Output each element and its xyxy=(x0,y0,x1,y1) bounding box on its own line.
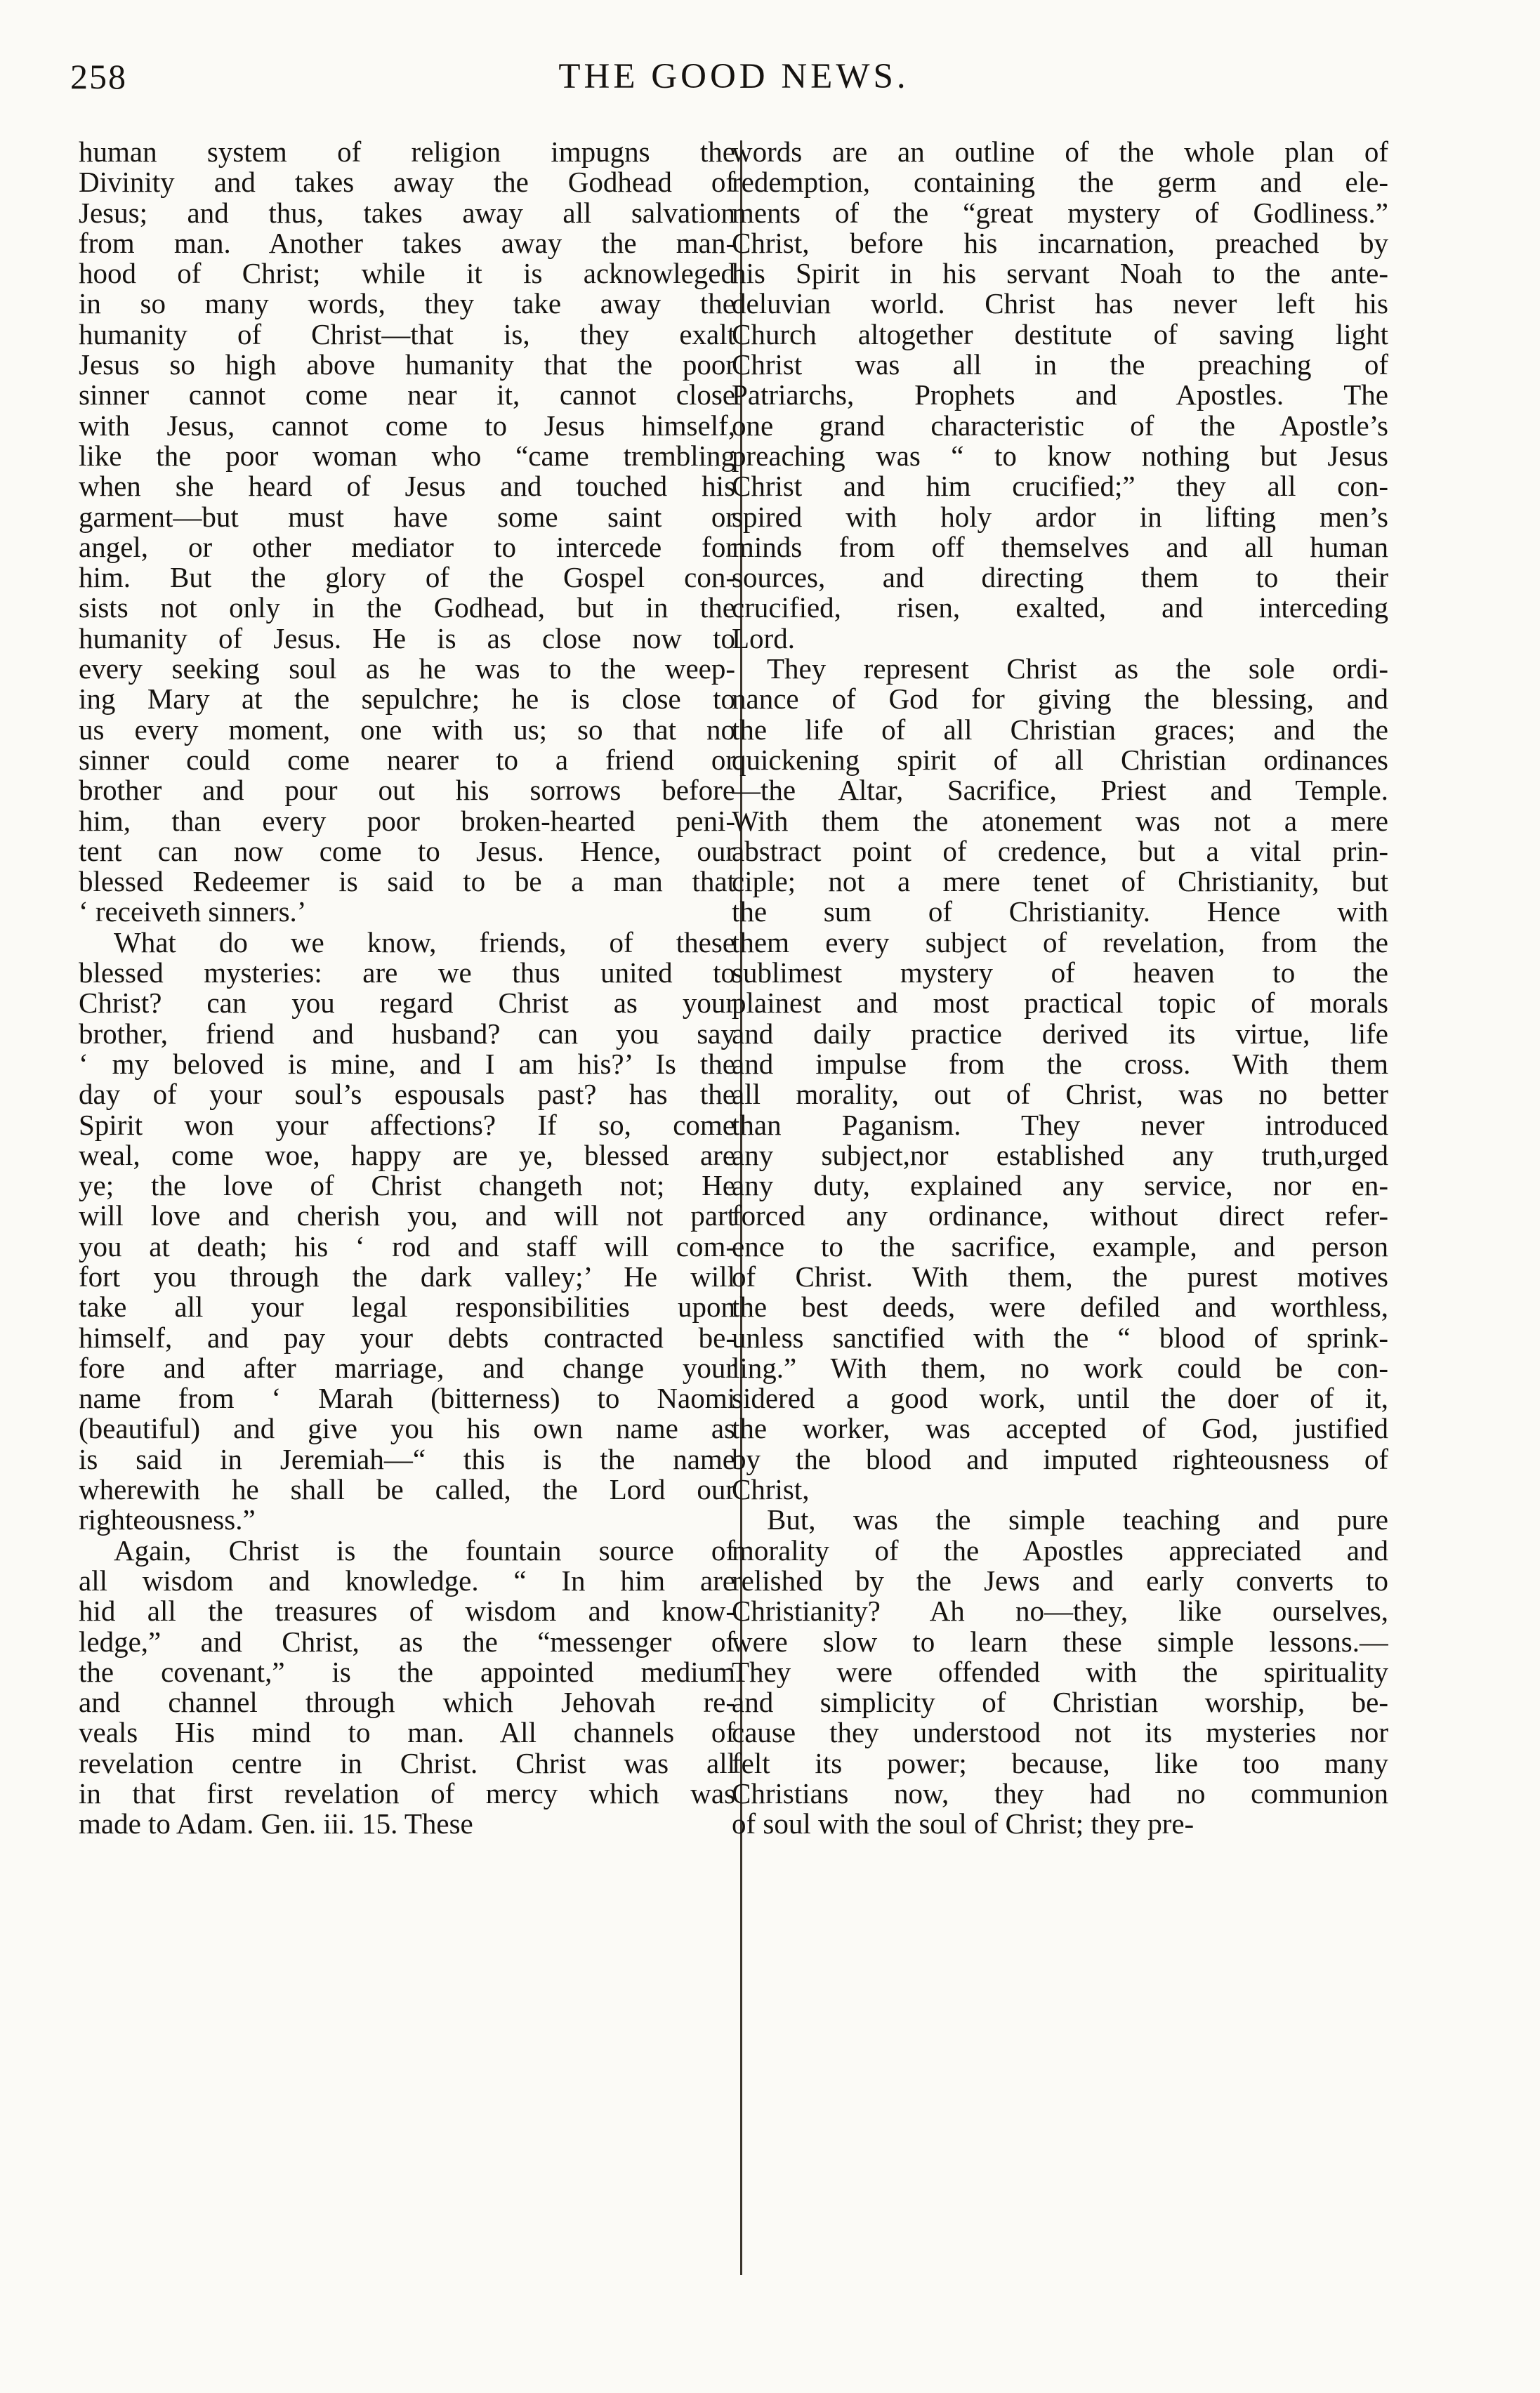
text-line: Patriarchs, Prophets and Apostles. The xyxy=(732,378,1388,411)
text-line: words are an outline of the whole plan of xyxy=(732,138,1388,168)
text-line: —the Altar, Sacrifice, Priest and Temple. xyxy=(732,774,1388,807)
text-line: Christ and him crucified;” they all con- xyxy=(732,470,1388,503)
text-line: any duty, explained any service, nor en- xyxy=(732,1169,1388,1202)
text-line: the life of all Christian graces; and the xyxy=(732,713,1388,746)
text-line: the worker, was accepted of God, justified xyxy=(732,1412,1388,1445)
text-line: us every moment, one with us; so that no xyxy=(79,713,735,746)
text-line: by the blood and imputed righteousness of xyxy=(732,1442,1388,1475)
text-line: when she heard of Jesus and touched his xyxy=(79,470,735,503)
text-line: garment—but must have some saint or xyxy=(79,500,735,533)
text-line: all morality, out of Christ, was no better xyxy=(732,1078,1388,1111)
text-line: crucified, risen, exalted, and interceding xyxy=(732,591,1388,624)
text-line: with Jesus, cannot come to Jesus himself, xyxy=(79,409,735,442)
text-line: will love and cherish you, and will not part xyxy=(79,1199,735,1232)
text-line: him. But the glory of the Gospel con- xyxy=(79,561,735,594)
text-line: They were offended with the spirituality xyxy=(732,1655,1388,1688)
text-line: him, than every poor broken-hearted peni- xyxy=(79,804,735,837)
running-title: THE GOOD NEWS. xyxy=(558,57,909,96)
text-line: ‘ receiveth sinners.’ xyxy=(79,895,307,928)
text-line: sublimest mystery of heaven to the xyxy=(732,956,1388,989)
text-line: Christ? can you regard Christ as your xyxy=(79,987,735,1020)
text-line: sinner cannot come near it, cannot close xyxy=(79,378,735,411)
text-line: ments of the “great mystery of Godliness.” xyxy=(732,196,1388,229)
text-line: felt its power; because, like too many xyxy=(732,1746,1388,1779)
text-line: ye; the love of Christ changeth not; He xyxy=(79,1169,735,1202)
text-line: brother, friend and husband? can you say xyxy=(79,1017,735,1050)
text-line: unless sanctified with the “ blood of sprink- xyxy=(732,1321,1388,1354)
page-header xyxy=(70,56,1397,112)
text-line: Divinity and takes away the Godhead of xyxy=(79,166,735,199)
text-line: But, was the simple teaching and pure xyxy=(767,1503,1388,1536)
text-line: and simplicity of Christian worship, be- xyxy=(732,1686,1388,1719)
text-line: ing Mary at the sepulchre; he is close to xyxy=(79,683,735,716)
text-line: minds from off themselves and all human xyxy=(732,530,1388,563)
text-line: spired with holy ardor in lifting men’s xyxy=(732,500,1388,533)
text-line: you at death; his ‘ rod and staff will com- xyxy=(79,1230,735,1263)
text-line: nance of God for giving the blessing, and xyxy=(732,683,1388,716)
text-line: hid all the treasures of wisdom and know- xyxy=(79,1595,735,1628)
text-line: were slow to learn these simple lessons.— xyxy=(732,1625,1388,1658)
text-line: redemption, containing the germ and ele- xyxy=(732,166,1388,199)
text-line: the best deeds, were defiled and worthless, xyxy=(732,1291,1388,1324)
text-line: made to Adam. Gen. iii. 15. These xyxy=(79,1807,473,1840)
text-line: and daily practice derived its virtue, life xyxy=(732,1017,1388,1050)
text-line: from man. Another takes away the man- xyxy=(79,226,735,259)
page-number: 258 xyxy=(70,57,127,96)
text-line: angel, or other mediator to intercede for xyxy=(79,530,735,563)
text-line: hood of Christ; while it is acknowleged xyxy=(79,257,735,290)
text-line: than Paganism. They never introduced xyxy=(732,1108,1388,1141)
text-line: Spirit won your affections? If so, come xyxy=(79,1108,735,1141)
text-line: morality of the Apostles appreciated and xyxy=(732,1534,1388,1567)
text-line: take all your legal responsibilities upon xyxy=(79,1291,735,1324)
text-line: them every subject of revelation, from the xyxy=(732,925,1388,958)
text-line: Church altogether destitute of saving light xyxy=(732,317,1388,350)
text-line: forced any ordinance, without direct refer- xyxy=(732,1199,1388,1232)
text-line: in so many words, they take away the xyxy=(79,287,735,320)
text-line: his Spirit in his servant Noah to the ante- xyxy=(732,257,1388,290)
text-line: relished by the Jews and early converts to xyxy=(732,1564,1388,1597)
text-line: any subject,nor established any truth,urged xyxy=(732,1138,1388,1171)
text-line: day of your soul’s espousals past? has the xyxy=(79,1078,735,1111)
text-line: revelation centre in Christ. Christ was all xyxy=(79,1746,735,1779)
text-line: like the poor woman who “came trembling xyxy=(79,439,735,472)
text-line: fort you through the dark valley;’ He will xyxy=(79,1260,735,1293)
text-line: weal, come woe, happy are ye, blessed are xyxy=(79,1138,735,1171)
text-line: With them the atonement was not a mere xyxy=(732,804,1388,837)
left-column xyxy=(79,138,735,2265)
text-line: preaching was “ to know nothing but Jesus xyxy=(732,439,1388,472)
text-line: fore and after marriage, and change your xyxy=(79,1351,735,1384)
text-line: quickening spirit of all Christian ordinances xyxy=(732,743,1388,776)
text-line: ‘ my beloved is mine, and I am his?’ Is the xyxy=(79,1047,735,1080)
text-line: Christ, before his incarnation, preached by xyxy=(732,226,1388,259)
text-line: ciple; not a mere tenet of Christianity, but xyxy=(732,865,1388,898)
text-line: humanity of Jesus. He is as close now to xyxy=(79,621,735,654)
text-line: cause they understood not its mysteries nor xyxy=(732,1716,1388,1749)
text-line: plainest and most practical topic of morals xyxy=(732,987,1388,1020)
text-line: They represent Christ as the sole ordi- xyxy=(767,652,1388,685)
text-line: abstract point of credence, but a vital prin- xyxy=(732,834,1388,867)
right-column xyxy=(732,138,1388,2265)
text-line: sources, and directing them to their xyxy=(732,561,1388,594)
text-line: Christianity? Ah no—they, like ourselves, xyxy=(732,1595,1388,1628)
text-line: human system of religion impugns the xyxy=(79,138,735,168)
text-line: ence to the sacrifice, example, and person xyxy=(732,1230,1388,1263)
text-line: of Christ. With them, the purest motives xyxy=(732,1260,1388,1293)
text-line: the sum of Christianity. Hence with xyxy=(732,895,1388,928)
text-line: humanity of Christ—that is, they exalt xyxy=(79,317,735,350)
text-line: and channel through which Jehovah re- xyxy=(79,1686,735,1719)
text-line: (beautiful) and give you his own name as xyxy=(79,1412,735,1445)
text-line: is said in Jeremiah—“ this is the name xyxy=(79,1442,735,1475)
text-line: ledge,” and Christ, as the “messenger of xyxy=(79,1625,735,1658)
text-line: wherewith he shall be called, the Lord our xyxy=(79,1473,735,1506)
text-line: one grand characteristic of the Apostle’s xyxy=(732,409,1388,442)
text-line: every seeking soul as he was to the weep- xyxy=(79,652,735,685)
text-line: sists not only in the Godhead, but in the xyxy=(79,591,735,624)
text-line: Lord. xyxy=(732,621,795,654)
text-line: Christ, xyxy=(732,1473,810,1506)
text-line: and impulse from the cross. With them xyxy=(732,1047,1388,1080)
text-line: himself, and pay your debts contracted be- xyxy=(79,1321,735,1354)
text-line: tent can now come to Jesus. Hence, our xyxy=(79,834,735,867)
text-line: Jesus; and thus, takes away all salvation xyxy=(79,196,735,229)
text-line: sinner could come nearer to a friend or xyxy=(79,743,735,776)
text-line: the covenant,” is the appointed medium xyxy=(79,1655,735,1688)
text-line: ling.” With them, no work could be con- xyxy=(732,1351,1388,1384)
text-line: brother and pour out his sorrows before xyxy=(79,774,735,807)
text-line: sidered a good work, until the doer of it, xyxy=(732,1382,1388,1415)
text-line: of soul with the soul of Christ; they pre- xyxy=(732,1807,1195,1840)
text-line: blessed mysteries: are we thus united to xyxy=(79,956,735,989)
text-line: Christians now, they had no communion xyxy=(732,1777,1388,1810)
text-line: What do we know, friends, of these xyxy=(114,925,735,958)
text-line: in that first revelation of mercy which was xyxy=(79,1777,735,1810)
text-line: all wisdom and knowledge. “ In him are xyxy=(79,1564,735,1597)
text-line: Again, Christ is the fountain source of xyxy=(114,1534,735,1567)
text-line: Jesus so high above humanity that the poor xyxy=(79,348,735,381)
text-line: deluvian world. Christ has never left his xyxy=(732,287,1388,320)
text-line: Christ was all in the preaching of xyxy=(732,348,1388,381)
text-line: veals His mind to man. All channels of xyxy=(79,1716,735,1749)
text-line: blessed Redeemer is said to be a man that xyxy=(79,865,735,898)
text-line: righteousness.” xyxy=(79,1503,256,1536)
text-line: name from ‘ Marah (bitterness) to Naomi xyxy=(79,1382,735,1415)
